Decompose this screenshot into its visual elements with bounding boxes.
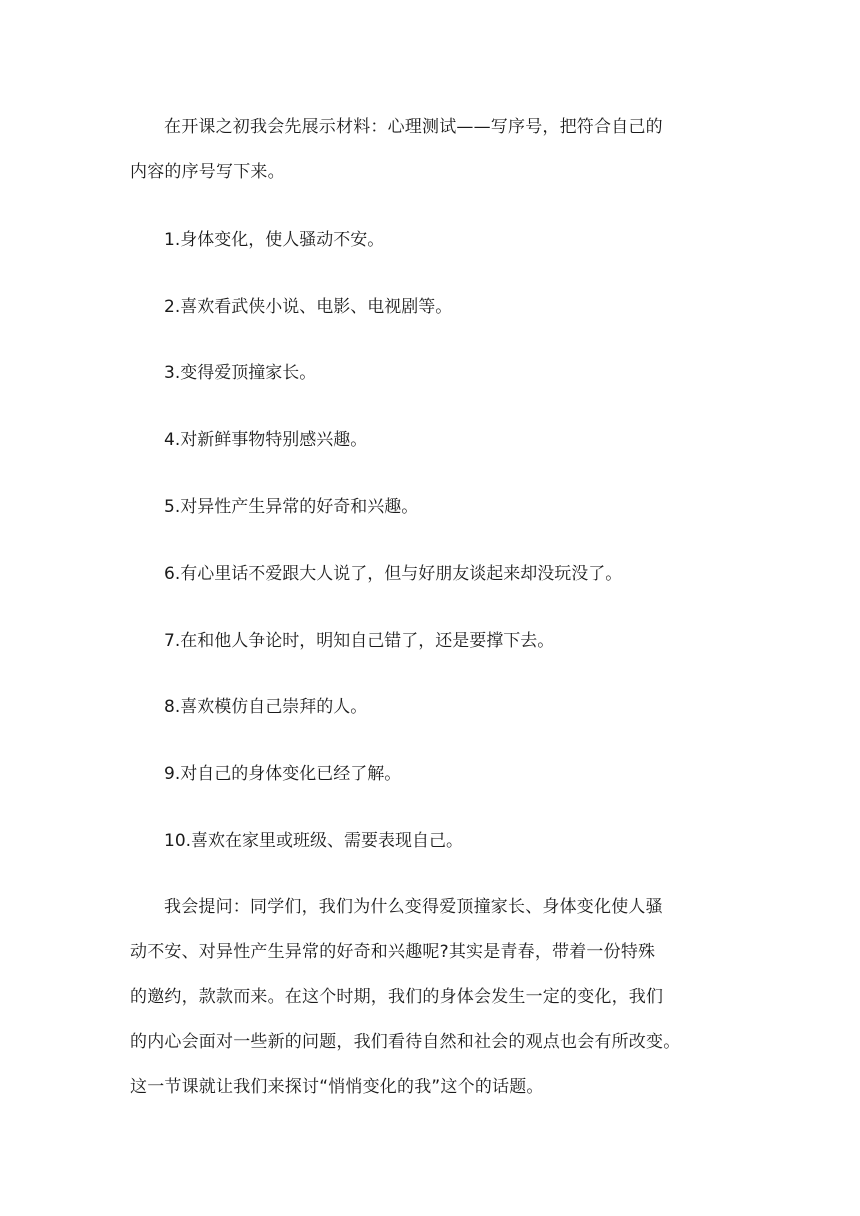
intro-line-1: 在开课之初我会先展示材料：心理测试——写序号，把符合自己的 <box>164 117 663 137</box>
list-item-1: 1.身体变化，使人骚动不安。 <box>164 230 385 250</box>
list-item-8: 8.喜欢模仿自己崇拜的人。 <box>164 697 368 717</box>
intro-line-2: 内容的序号写下来。 <box>130 162 285 182</box>
list-item-3: 3.变得爱顶撞家长。 <box>164 363 317 383</box>
list-item-6: 6.有心里话不爱跟大人说了，但与好朋友谈起来却没玩没了。 <box>164 564 623 584</box>
list-item-2: 2.喜欢看武侠小说、电影、电视剧等。 <box>164 297 453 317</box>
closing-paragraph <box>130 891 750 1104</box>
closing-line-3: 的邀约，款款而来。在这个时期，我们的身体会发生一定的变化，我们 <box>130 987 664 1007</box>
closing-line-2: 动不安、对异性产生异常的好奇和兴趣呢?其实是青春，带着一份特殊 <box>130 942 656 962</box>
list-item-5: 5.对异性产生异常的好奇和兴趣。 <box>164 497 419 517</box>
list-item-9: 9.对自己的身体变化已经了解。 <box>164 764 402 784</box>
intro-paragraph <box>130 111 750 189</box>
closing-line-1: 我会提问：同学们，我们为什么变得爱顶撞家长、身体变化使人骚 <box>164 897 663 917</box>
list-item-7: 7.在和他人争论时，明知自己错了，还是要撑下去。 <box>164 631 555 651</box>
list-item-4: 4.对新鲜事物特别感兴趣。 <box>164 430 368 450</box>
list-item-10: 10.喜欢在家里或班级、需要表现自己。 <box>164 831 464 851</box>
closing-line-4: 的内心会面对一些新的问题，我们看待自然和社会的观点也会有所改变。 <box>130 1032 681 1052</box>
closing-line-5: 这一节课就让我们来探讨“悄悄变化的我”这个的话题。 <box>130 1077 544 1097</box>
